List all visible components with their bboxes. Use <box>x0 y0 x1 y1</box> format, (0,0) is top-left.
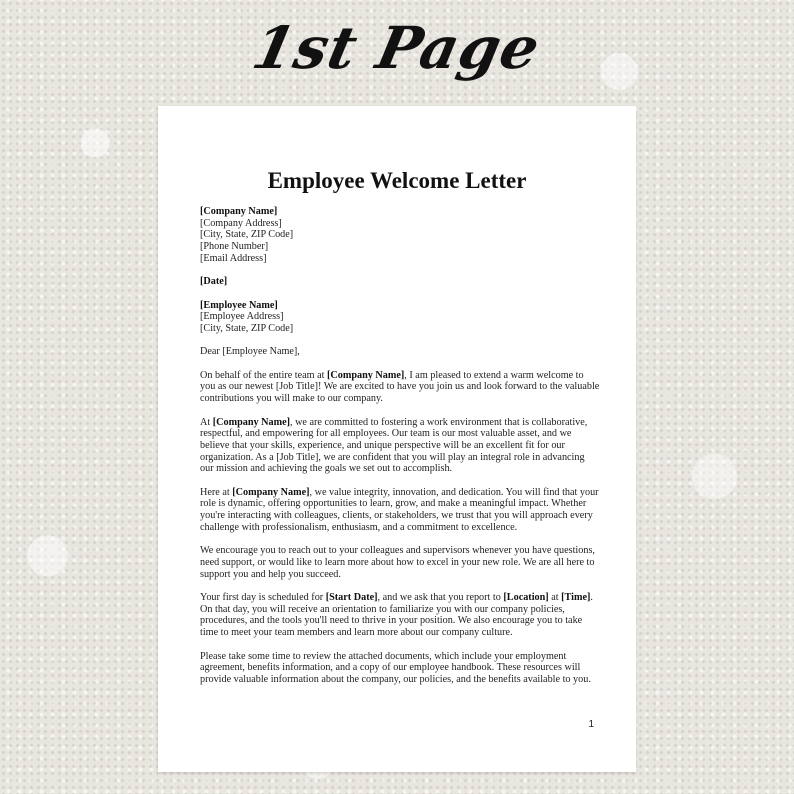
date-block <box>200 276 600 288</box>
paragraph-1-text-b: , I am pleased to extend a warm welcome to you as our newest [Job Title]! We are excited to have you join us and look forward to the valuable contributions you will make to our company. <box>200 369 600 405</box>
paragraph-5-text-b: , and we ask that you report to <box>377 592 504 604</box>
employee-address: [Employee Address] <box>200 311 284 323</box>
document-title: Employee Welcome Letter <box>267 168 527 193</box>
salutation: Dear [Employee Name], <box>200 346 300 358</box>
paragraph-4: We encourage you to reach out to your colleagues and supervisors whenever you have questions, need support, or would like to learn more about how to excel in your new role. We are all here to support you and help you succeed. <box>200 545 595 580</box>
paragraph-5-text-d: . On that day, you will receive an orientation to familiarize you with our company policies, procedures, and the tools you'll need to thrive in your position. We also encourage you to take time to meet your team members and learn more about our company culture. <box>200 592 593 639</box>
company-email: [Email Address] <box>200 252 267 264</box>
paragraph-1-text-a: On behalf of the entire team at <box>200 369 328 381</box>
paragraph-3 <box>200 487 600 534</box>
paragraph-5-time: [Time] <box>561 592 591 604</box>
employee-address-block <box>200 300 600 335</box>
paragraph-2-text-a: At <box>200 416 213 428</box>
paragraph-5-text-c: at <box>548 592 562 604</box>
company-address-block <box>200 206 600 265</box>
paragraph-2-text-b: , we are committed to fostering a work environment that is collaborative, respectful, and empowering for all employees. Our team is our most valuable asset, and we believe that your skills, experience, and unique perspective will be an excellent fit for our organization. As a [Job Title], we are confident that you will play an integral role in advancing our mission and achieving the goals we set out to accomplish. <box>200 416 588 475</box>
letter-body <box>200 206 600 697</box>
letter-date: [Date] <box>200 276 228 288</box>
paragraph-1 <box>200 370 600 405</box>
paragraph-3-company: [Company Name] <box>232 486 310 498</box>
company-phone: [Phone Number] <box>200 241 269 253</box>
paragraph-5-text-a: Your first day is scheduled for <box>200 592 326 604</box>
paragraph-3-text-a: Here at <box>200 486 233 498</box>
paragraph-2 <box>200 417 600 476</box>
page-number: 1 <box>588 719 594 730</box>
paragraph-5-start-date: [Start Date] <box>325 592 378 604</box>
paragraph-2-company: [Company Name] <box>212 416 290 428</box>
company-address: [Company Address] <box>200 217 282 229</box>
employee-name: [Employee Name] <box>200 299 278 311</box>
company-city-state-zip: [City, State, ZIP Code] <box>200 229 294 241</box>
page-banner <box>0 6 794 90</box>
company-name: [Company Name] <box>200 206 278 217</box>
paragraph-6: Please take some time to review the attached documents, which include your employment agreement, benefits information, and a copy of our employee handbook. These resources will provide valuable information about the company, our policies, and the benefits available to you. <box>200 650 591 685</box>
banner-title: 1st Page <box>247 14 547 82</box>
employee-city-state-zip: [City, State, ZIP Code] <box>200 323 294 334</box>
paragraph-3-text-b: , we value integrity, innovation, and dedication. You will find that your role is dynamic, offering opportunities to learn, grow, and make a meaningful impact. Whether you're interacting with colleagues, clients, or stakeholders, we trust that you will approach every challenge with professionalism, enthusiasm, and a commitment to excellence. <box>200 486 599 533</box>
paragraph-1-company: [Company Name] <box>327 369 405 381</box>
paragraph-5-location: [Location] <box>503 592 549 604</box>
paragraph-5 <box>200 592 600 639</box>
document-page <box>158 106 636 772</box>
